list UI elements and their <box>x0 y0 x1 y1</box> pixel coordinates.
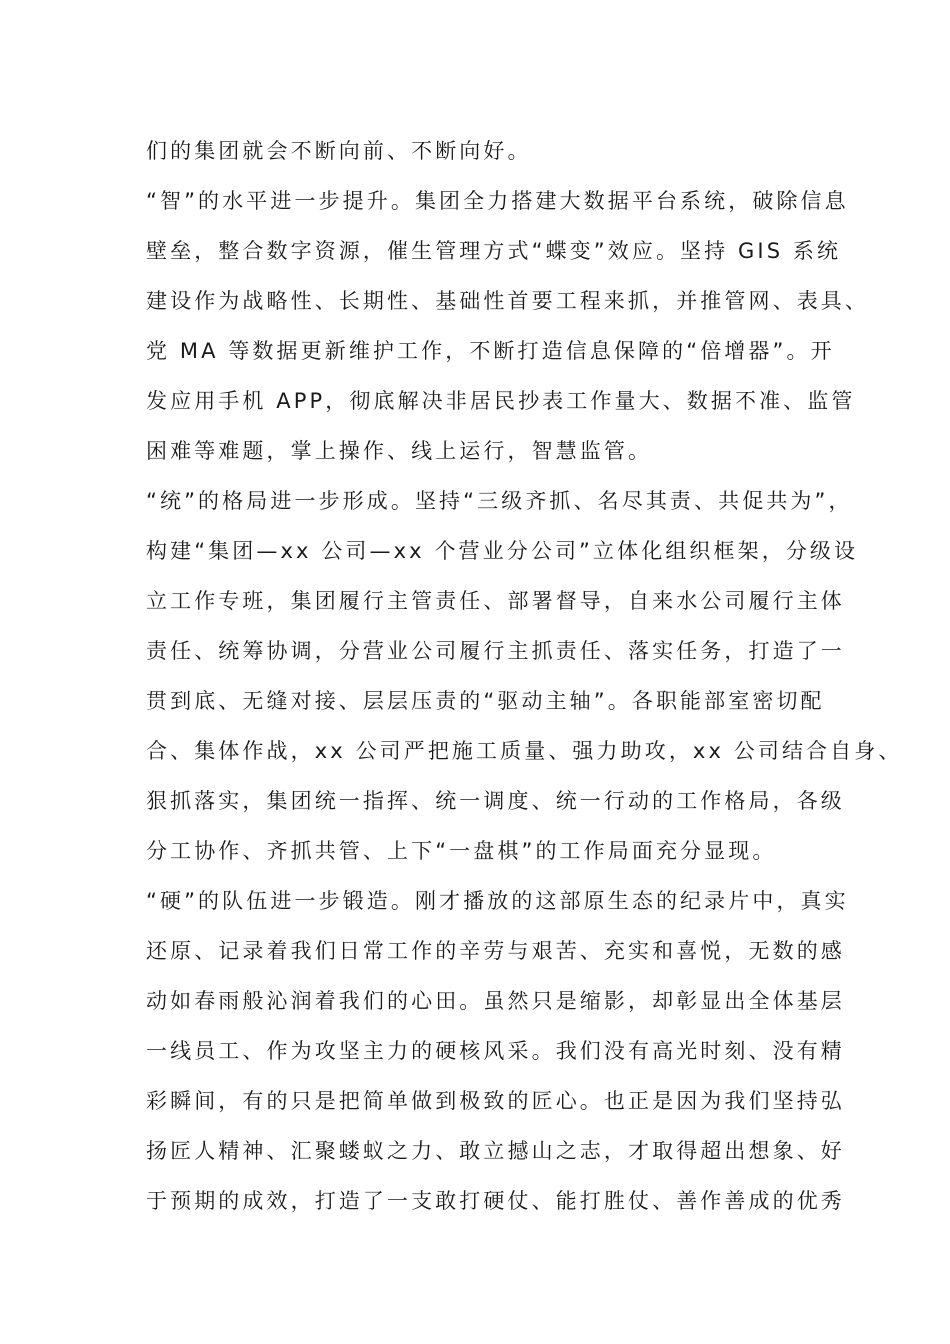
text-line: 分工协作、齐抓共管、上下“一盘棋”的工作局面充分显现。 <box>146 839 777 863</box>
text-line: 构建“集团—xx 公司—xx 个营业分公司”立体化组织框架，分级设 <box>146 539 859 563</box>
text-line: 立工作专班，集团履行主管责任、部署督导，自来水公司履行主体 <box>146 589 845 613</box>
text-line: 狠抓落实，集团统一指挥、统一调度、统一行动的工作格局，各级 <box>146 789 845 813</box>
text-line: 建设作为战略性、长期性、基础性首要工程来抓，并推管网、表具、 <box>146 289 869 313</box>
text-line: 动如春雨般沁润着我们的心田。虽然只是缩影，却彰显出全体基层 <box>146 989 845 1013</box>
text-line: 合、集体作战，xx 公司严把施工质量、强力助攻，xx 公司结合自身、 <box>146 739 903 763</box>
text-line: 彩瞬间，有的只是把简单做到极致的匠心。也正是因为我们坚持弘 <box>146 1089 845 1113</box>
text-line: 贯到底、无缝对接、层层压责的“驱动主轴”。各职能部室密切配 <box>146 689 825 713</box>
text-line: 还原、记录着我们日常工作的辛劳与艰苦、充实和喜悦，无数的感 <box>146 939 845 963</box>
body-text <box>146 126 903 1226</box>
text-line: 于预期的成效，打造了一支敢打硬仗、能打胜仗、善作善成的优秀 <box>146 1189 845 1213</box>
text-line: “智”的水平进一步提升。集团全力搭建大数据平台系统，破除信息 <box>146 189 849 213</box>
text-line: “统”的格局进一步形成。坚持“三级齐抓、名尽其责、共促共为”， <box>146 489 853 513</box>
text-line: 扬匠人精神、汇聚蝼蚁之力、敢立撼山之志，才取得超出想象、好 <box>146 1139 845 1163</box>
text-line: 发应用手机 APP，彻底解决非居民抄表工作量大、数据不准、监管 <box>146 389 856 413</box>
text-line: 困难等难题，掌上操作、线上运行，智慧监管。 <box>146 439 653 463</box>
text-line: 们的集团就会不断向前、不断向好。 <box>146 139 532 163</box>
text-line: 党 MA 等数据更新维护工作，不断打造信息保障的“倍增器”。开 <box>146 339 835 363</box>
text-line: “硬”的队伍进一步锻造。刚才播放的这部原生态的纪录片中，真实 <box>146 889 849 913</box>
text-line: 一线员工、作为攻坚主力的硬核风采。我们没有高光时刻、没有精 <box>146 1039 845 1063</box>
text-line: 责任、统筹协调，分营业公司履行主抓责任、落实任务，打造了一 <box>146 639 845 663</box>
text-line: 壁垒，整合数字资源，催生管理方式“蝶变”效应。坚持 GIS 系统 <box>146 239 842 263</box>
